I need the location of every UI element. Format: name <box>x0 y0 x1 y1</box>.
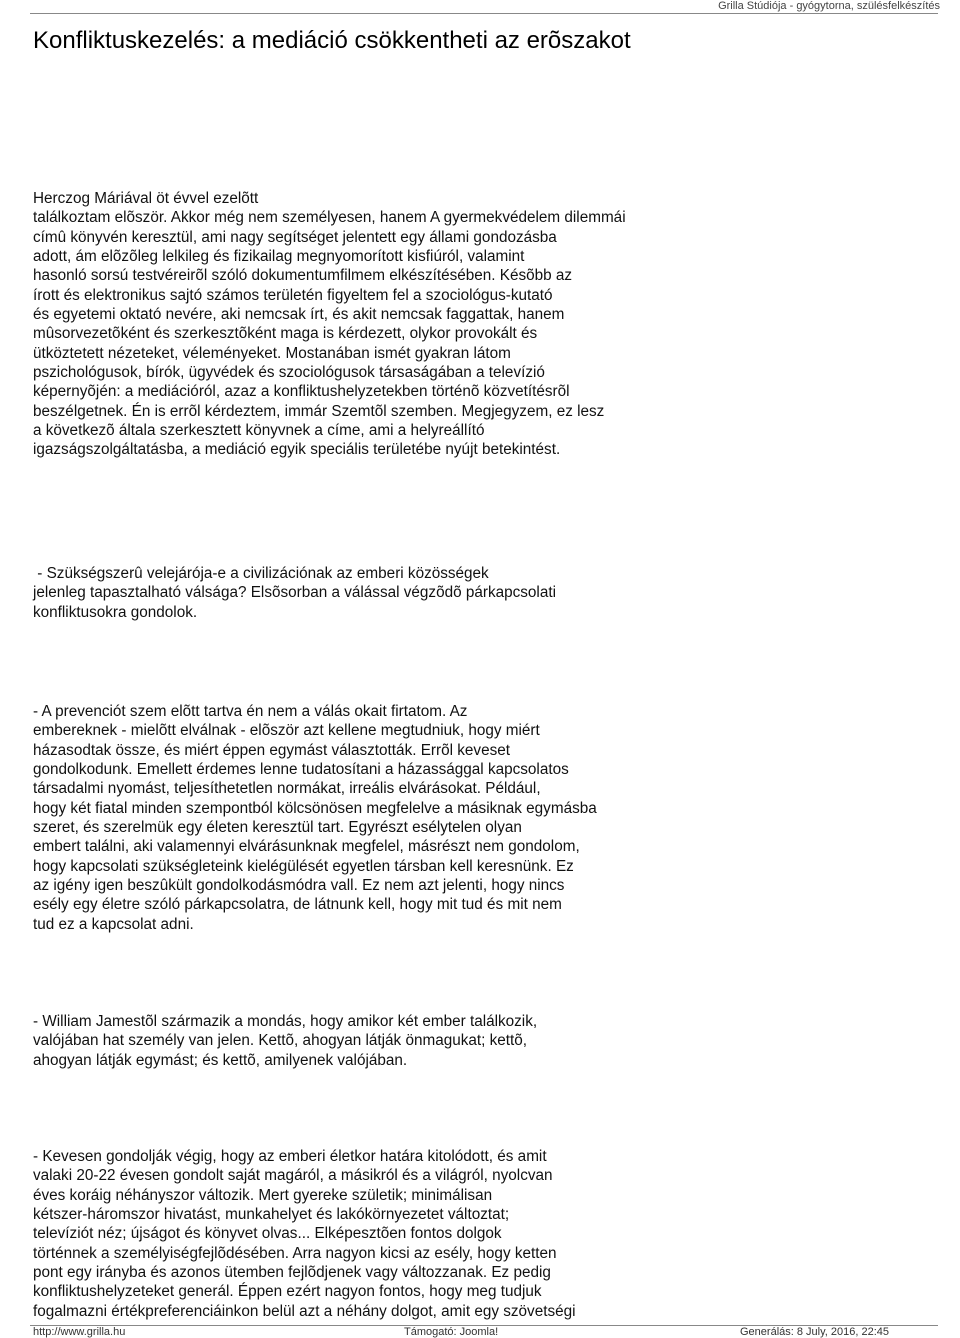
text-line: igazságszolgáltatásba, a mediáció egyik speciális területébe nyújt betekintést. <box>33 441 561 459</box>
article-title: Konfliktuskezelés: a mediáció csökkentheti az erõszakot <box>33 27 631 54</box>
text-line: pont egy irányba és azonos ütemben fejlõdjenek vagy változzanak. Ez pedig <box>33 1264 551 1282</box>
header-divider <box>30 13 938 14</box>
text-line: ahogyan látják egymást; és kettõ, amilyenek valójában. <box>33 1051 408 1069</box>
text-line: hogy kapcsolati szükségleteink kielégülését egyetlen társban kell keresnünk. Ez <box>33 857 574 875</box>
text-line: pszichológusok, bírók, ügyvédek és szociológusok társaságában a televízió <box>33 364 545 382</box>
text-line: televíziót néz; újságot és könyvet olvas... Elképesztõen fontos dolgok <box>33 1225 502 1243</box>
text-line: hasonló sorsú testvéreirõl szóló dokumentumfilmem elkészítésében. Késõbb az <box>33 267 573 285</box>
footer-supporter: Támogató: Joomla! <box>404 1326 499 1338</box>
text-line: tud ez a kapcsolat adni. <box>33 915 194 933</box>
answer-paragraph <box>33 702 597 934</box>
text-line: beszélgetnek. Én is errõl kérdeztem, immár Szemtõl szemben. Megjegyzem, ez lesz <box>33 402 605 420</box>
text-line: fogalmazni értékpreferenciáinkon belül azt a néhány dolgot, amit egy szövetségi <box>33 1302 576 1320</box>
text-line: valaki 20-22 évesen gondolt saját magáról, a másikról és a világról, nyolcvan <box>33 1167 553 1185</box>
text-line: konfliktusokra gondolok. <box>33 603 198 621</box>
text-line: valójában hat személy van jelen. Kettõ, ahogyan látják önmagukat; kettõ, <box>33 1032 528 1050</box>
text-line: hogy két fiatal minden szempontból kölcsönösen megfelelve a másiknak egymásba <box>33 799 597 817</box>
site-name: Grilla Stúdiója - gyógytorna, szülésfelkészítés <box>718 0 940 12</box>
footer-url: http://www.grilla.hu <box>33 1326 126 1338</box>
text-line: mûsorvezetõként és szerkesztõként maga is kérdezett, olykor provokált és <box>33 325 538 343</box>
text-line: adott, ám elõzõleg lelkileg és fizikailag megnyomorított kisfiúról, valamint <box>33 248 525 266</box>
text-line: házasodtak össze, és miért éppen egymást választották. Errõl keveset <box>33 741 510 759</box>
answer-paragraph <box>33 1012 537 1070</box>
text-line: embereknek - mielõtt elválnak - elõször azt kellene megtudniuk, hogy miért <box>33 722 540 740</box>
text-line: képernyõjén: a mediációról, azaz a konfliktushelyzetekben történõ közvetítésrõl <box>33 383 570 401</box>
text-line: embert találni, aki valamennyi elvárásunknak megfelel, másrészt nem gondolom, <box>33 838 580 856</box>
text-line: szeret, és szerelmük egy életen keresztül tart. Egyrészt esélytelen olyan <box>33 819 522 837</box>
text-line: írott és elektronikus sajtó számos területén figyeltem fel a szociológus-kutató <box>33 286 553 304</box>
text-line: esély egy életre szóló párkapcsolatra, de látnunk kell, hogy mit tud és mit nem <box>33 896 562 914</box>
text-line: jelenleg tapasztalható válsága? Elsõsorban a válással végzõdõ párkapcsolati <box>33 584 556 602</box>
text-line: a következõ általa szerkesztett könyvnek a címe, ami a helyreállító <box>33 422 485 440</box>
text-line: éves koráig néhányszor változik. Mert gyereke születik; minimálisan <box>33 1186 493 1204</box>
text-line: - Szükségszerû velejárója-e a civilizációnak az emberi közösségek <box>33 565 489 582</box>
footer-generated: Generálás: 8 July, 2016, 22:45 <box>740 1326 890 1338</box>
text-line: - Kevesen gondolják végig, hogy az emberi életkor határa kitolódott, és amit <box>33 1148 547 1165</box>
text-line: gondolkodunk. Emellett érdemes lenne tudatosítani a házassággal kapcsolatos <box>33 761 569 779</box>
text-line: - William Jamestõl származik a mondás, hogy amikor két ember találkozik, <box>33 1013 538 1030</box>
question-paragraph <box>33 564 556 622</box>
text-line: találkoztam elõször. Akkor még nem személyesen, hanem A gyermekvédelem dilemmái <box>33 209 626 227</box>
text-line: történnek a személyiségfejlõdésében. Arra nagyon kicsi az esély, hogy ketten <box>33 1244 557 1262</box>
answer-paragraph <box>33 1147 576 1321</box>
text-line: az igény igen beszûkült gondolkodásmódra vall. Ez nem azt jelenti, hogy nincs <box>33 877 565 895</box>
text-line: társadalmi nyomást, teljesíthetetlen normákat, irreális elvárásokat. Például, <box>33 780 541 798</box>
text-line: ütköztetett nézeteket, véleményeket. Mostanában ismét gyakran látom <box>33 344 511 362</box>
text-line: és egyetemi oktató nevére, aki nemcsak írt, és akit nemcsak faggattak, hanem <box>33 306 565 324</box>
text-line: címû könyvén keresztül, ami nagy segítséget jelentett egy állami gondozásba <box>33 228 557 246</box>
text-line: - A prevenciót szem elõtt tartva én nem a válás okait firtatom. Az <box>33 703 468 720</box>
text-line: kétszer-háromszor hivatást, munkahelyet és lakókörnyezetet változtat; <box>33 1206 510 1224</box>
text-line: Herczog Máriával öt évvel ezelõtt <box>33 190 259 207</box>
text-line: konfliktushelyzeteket generál. Éppen ezért nagyon fontos, hogy meg tudjuk <box>33 1283 542 1301</box>
intro-paragraph <box>33 189 626 460</box>
